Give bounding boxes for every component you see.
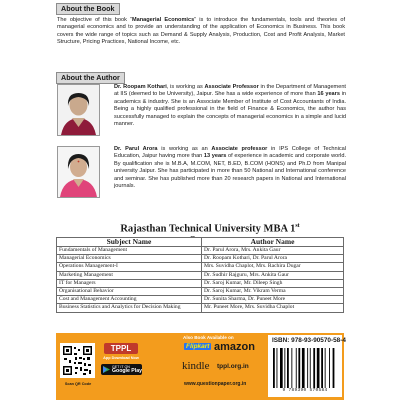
author-cell: Mr. Puneet More, Mrs. Suvidha Chaplot [202, 304, 344, 312]
author-cell: Dr. Saroj Kumar, Mr. Dileep Singh [202, 279, 344, 287]
author-bio-parul: Dr. Parul Arora is working as an Associate professor in IPS College of Technical Education, Jaipur having more than 13 years of experience in academic and corporate world. By qualification she is M.B.A, M.COM, NET, B.ED, B.COM (HONS) and Ph.D from Manipal university Jaipur. She has participated in more than 50 National and International conference and seminar. She has published more than 20 research papers in National and International journals. [114, 146, 346, 190]
kindle-logo[interactable]: kindle [182, 360, 210, 372]
subjects-table [56, 237, 344, 313]
available-on-label: Also Book Available on [183, 335, 234, 340]
table-row [57, 304, 344, 312]
table-row [57, 296, 344, 304]
table-row [57, 255, 344, 263]
table-row [57, 288, 344, 296]
author-photo-roopam [57, 84, 100, 136]
subject-cell: Operations Management-I [57, 263, 202, 271]
about-book-heading: About the Book [56, 3, 120, 15]
author-photo-parul [57, 146, 100, 198]
google-play-button[interactable] [101, 364, 142, 375]
table-row [57, 263, 344, 271]
tppl-logo: TPPL [104, 343, 138, 354]
table-row [57, 279, 344, 287]
author-bio-roopam: Dr. Roopam Kothari, is working as Associate Professor in the Department of Management at IIS (deemed to be University), Jaipur. She has a wide experience of more than 16 years in academics & industry. She is an Associate Member of Institute of Cost Accountants of India. Being a highly qualified professional in the field of Finance & Economics, the author has successfully managed to explain the concepts of managerial economics in a simple and lucid manner. [114, 84, 346, 128]
app-download-caption: App Download Now [103, 356, 139, 360]
subject-cell: Cost and Management Accounting [57, 296, 202, 304]
subject-name-header: Subject Name [57, 238, 202, 247]
author-cell: Dr. Roopam Kothari, Dr. Parul Arora [202, 255, 344, 263]
subject-cell: Managerial Economics [57, 255, 202, 263]
questionpaper-website-link[interactable]: www.questionpaper.org.in [184, 381, 247, 387]
barcode-digits: 9 789390 570584 [282, 388, 328, 393]
subject-cell: Fundamentals of Management [57, 247, 202, 255]
google-play-icon [103, 366, 110, 373]
author-name-header: Author Name [202, 238, 344, 247]
subject-cell: Business Statistics and Analytics for Decision Making [57, 304, 202, 312]
author-cell: Dr. Parul Arora, Mrs. Ankita Gaur [202, 247, 344, 255]
qr-code-icon[interactable] [60, 343, 95, 378]
amazon-logo[interactable]: amazon [214, 341, 255, 353]
author-cell: Mrs. Suvidha Chaplot, Mrs. Rachira Dugar [202, 263, 344, 271]
author-cell: Dr. Sudhir Rajguru, Mrs. Ankita Gaur [202, 271, 344, 279]
subject-cell: IT for Managers [57, 279, 202, 287]
author-cell: Dr. Sunita Sharma, Dr. Puneet More [202, 296, 344, 304]
flipkart-logo[interactable]: Flipkart [186, 343, 210, 350]
tppl-website-link[interactable]: tppl.org.in [217, 363, 249, 370]
subject-cell: Organisational Behavior [57, 288, 202, 296]
barcode-icon [272, 348, 338, 388]
isbn-number: ISBN: 978-93-90570-58-4 [272, 337, 346, 344]
google-play-label: GET IT ON Google Play [112, 365, 142, 375]
syllabus-title: Rajasthan Technical University MBA 1st [120, 223, 300, 235]
about-author-heading: About the Author [56, 72, 125, 84]
author-cell: Dr. Saroj Kumar, Mr. Vikram Verma [202, 288, 344, 296]
about-book-text: The objective of this book “Managerial Economics” is to introduce the fundamentals, tools and theories of managerial economics and to provide an understanding of the application of Economics in Business. This book covers the wide range of topics such as Demand & Supply Analysis, Production, Cost and Profit Analysis, Market Structure, Pricing Practices, National Income, etc. [57, 17, 346, 46]
table-row [57, 271, 344, 279]
table-row [57, 247, 344, 255]
qr-caption: Scan QR Code [64, 382, 92, 386]
table-header-row [57, 238, 344, 247]
subject-cell: Marketing Management [57, 271, 202, 279]
